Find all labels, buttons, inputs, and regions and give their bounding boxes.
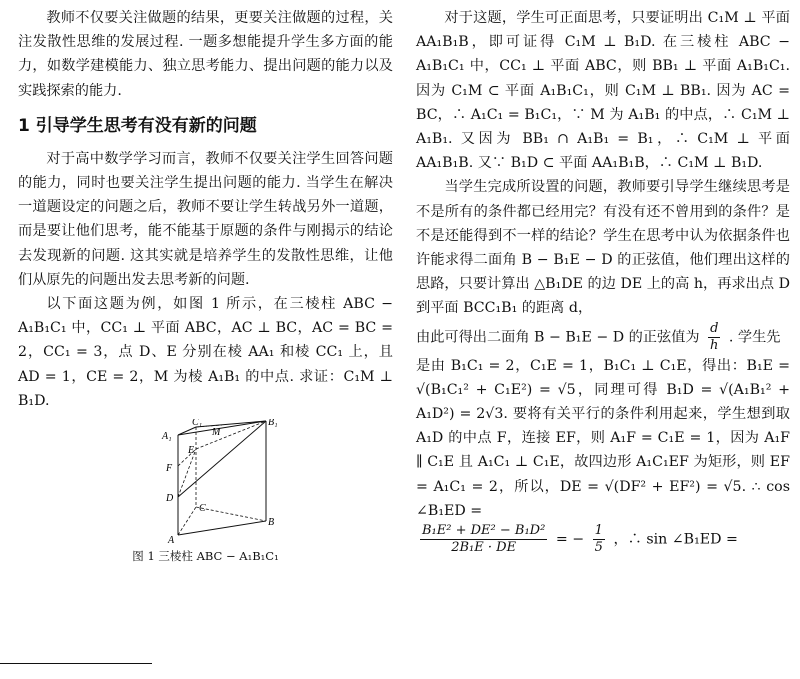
figure-caption: 图 1 三棱柱 ABC − A₁B₁C₁ bbox=[132, 549, 279, 564]
prism-diagram bbox=[148, 419, 278, 547]
label-M: M bbox=[212, 427, 221, 439]
paragraph-problem: 以下面这题为例，如图 1 所示，在三棱柱 ABC − A₁B₁C₁ 中，CC₁ ⊥ 平面 ABC，AC ⊥ BC，AC = BC = 2，CC₁ = 3，点 D、E 分别在棱 AA₁ 和棱 CC₁ 上，且 AD = 1，CE = 2，M 为棱 A₁B₁ 的中点. 求证：C₁M ⊥ B₁D. bbox=[18, 296, 393, 409]
fraction-denominator: 2B₁E · DE bbox=[451, 540, 517, 556]
equals-minus: = − bbox=[555, 531, 585, 548]
label-B: B bbox=[268, 517, 275, 529]
label-F: F bbox=[166, 463, 173, 475]
fraction-one-fifth bbox=[593, 523, 605, 556]
paragraph-section: 对于高中数学学习而言，教师不仅要关注学生回答问题的能力，同时也要关注学生提出问题的能力. 当学生在解决一道题设定的问题之后，教师不要让学生转战另外一道题，而是要让他们思考，能不能基于原题的条件与刚揭示的结论去发现新的问题. 这其实就是培养学生的发散性思维，让他们从原先的问题出发去思考新的问题. bbox=[18, 150, 393, 288]
label-C: C bbox=[199, 503, 206, 515]
label-B1: B₁ bbox=[268, 419, 278, 429]
fraction-d-over-h bbox=[708, 321, 720, 354]
paragraph-proof: 对于这题，学生可正面思考，只要证明出 C₁M ⊥ 平面 AA₁B₁B，即可证得 C₁M ⊥ B₁D. 在三棱柱 ABC − A₁B₁C₁ 中，CC₁ ⊥ 平面 ABC，则 BB₁ ⊥ 平面 A₁B₁C₁. 因为 C₁M ⊂ 平面 A₁B₁C₁，则 C₁M ⊥ BB₁. 因为 AC = BC，∴ A₁C₁ = B₁C₁，∵ M 为 A₁B₁ 的中点，∴ C₁M ⊥ A₁B₁. 又因为 BB₁ ∩ A₁B₁ = B₁，∴ C₁M ⊥ 平面 AA₁B₁B. 又∵ B₁D ⊂ 平面 AA₁B₁B，∴ C₁M ⊥ B₁D. bbox=[416, 10, 790, 172]
fraction-denominator: h bbox=[710, 337, 719, 353]
fraction-cosine bbox=[420, 523, 547, 556]
figure-1 bbox=[18, 419, 393, 569]
label-D: D bbox=[166, 493, 174, 505]
footnote-rule bbox=[0, 663, 152, 664]
left-column bbox=[18, 6, 393, 569]
fraction-denominator: 5 bbox=[594, 540, 603, 556]
right-column bbox=[416, 6, 790, 556]
label-E: E bbox=[188, 445, 195, 457]
label-A: A bbox=[168, 535, 175, 547]
paragraph-cosine bbox=[416, 523, 790, 556]
paragraph-extension: 当学生完成所设置的问题，教师要引导学生继续思考是不是所有的条件都已经用完？有没有还不曾用到的条件？是不是还能得到不一样的结论？学生在思考中认为依据条件也许能求得二面角 B − B₁E − D 的正弦值，他们理出这样的思路，只要计算出 △B₁DE 的边 DE 上的高 h，再求出点 D 到平面 BCC₁B₁ 的距离 d， bbox=[416, 179, 790, 317]
paragraph-sine-ratio bbox=[416, 321, 790, 354]
sine-text: ，∴ sin ∠B₁ED = bbox=[613, 531, 738, 548]
fraction-numerator: B₁E² + DE² − B₁D² bbox=[422, 523, 546, 539]
paragraph-computation: 是由 B₁C₁ = 2，C₁E = 1，B₁C₁ ⊥ C₁E，得出：B₁E = √(B₁C₁² + C₁E²) = √5，同理可得 B₁D = √(A₁B₁² + A₁D²) = 2√3. 要将有关平行的条件利用起来，学生想到取 A₁D 的中点 F，连接 EF，则 A₁F = C₁E = 1，因为 A₁F ∥ C₁E 且 A₁C₁ ⊥ C₁E，故四边形 A₁C₁EF 为矩形，则 EF = A₁C₁ = 2，所以，DE = √(DF² + EF²) = √5. ∴ cos ∠B₁ED = bbox=[416, 357, 790, 519]
sine-ratio-text: 由此可得出二面角 B − B₁E − D 的正弦值为 bbox=[416, 329, 700, 346]
label-C1: C₁ bbox=[192, 419, 203, 429]
paragraph-intro: 教师不仅要关注做题的结果，更要关注做题的过程，关注发散性思维的发展过程. 一题多想能提升学生多方面的能力，如数学建模能力、独立思考能力、提出问题的能力以及实践探索的能力. bbox=[18, 10, 393, 99]
section-heading: 1 引导学生思考有没有新的问题 bbox=[18, 115, 257, 136]
fraction-numerator: 1 bbox=[594, 523, 603, 539]
sine-ratio-tail: . 学生先 bbox=[728, 329, 781, 346]
label-A1: A₁ bbox=[162, 431, 172, 443]
fraction-numerator: d bbox=[710, 320, 719, 336]
